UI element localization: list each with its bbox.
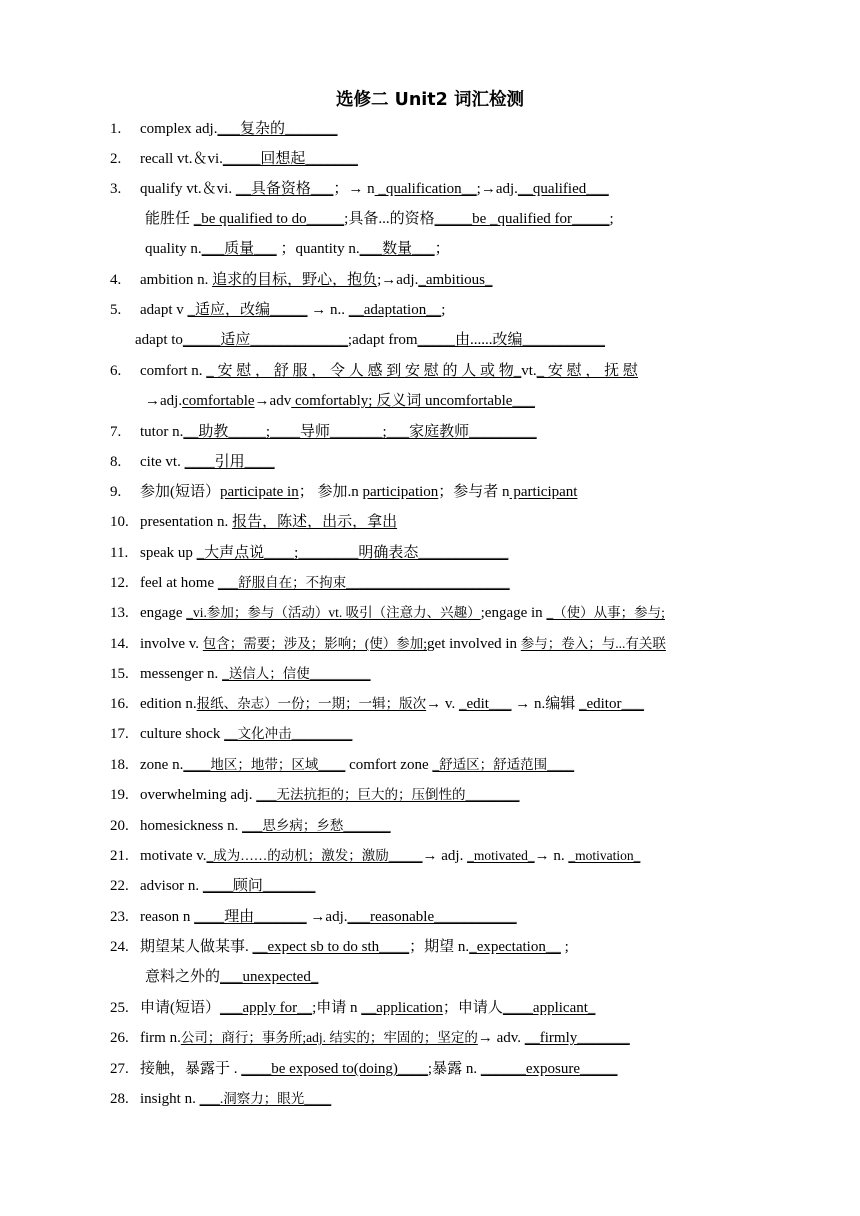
- answer-text: _____be _qualified for_____: [434, 211, 610, 227]
- prompt-text: ；期望 n.: [409, 939, 470, 955]
- list-item: [110, 693, 644, 715]
- list-item: [110, 148, 358, 170]
- answer-text: _motivation_: [568, 848, 641, 863]
- list-item: [110, 845, 640, 867]
- list-item: [110, 784, 519, 806]
- answer-text: ___unexpected_: [220, 969, 319, 985]
- prompt-text: motivate v.: [140, 848, 207, 864]
- prompt-text: engage: [140, 605, 187, 621]
- list-item: [110, 1027, 630, 1049]
- item-number: 3.: [110, 181, 122, 197]
- answer-text: ____________________: [359, 575, 510, 591]
- prompt-text: → n.编辑: [511, 696, 579, 712]
- answer-text: _____由......改编___________: [417, 332, 605, 348]
- prompt-text: ;暴露 n.: [427, 1061, 481, 1077]
- prompt-text: → v.: [426, 696, 459, 712]
- answer-text: _editor___: [578, 696, 644, 712]
- answer-text: _____适应_____________: [182, 332, 348, 348]
- list-item: [110, 1088, 331, 1110]
- item-number: 8.: [110, 454, 122, 470]
- item-number: 20.: [110, 818, 129, 834]
- prompt-text: culture shock: [140, 726, 225, 742]
- answer-text: __application: [361, 1000, 443, 1016]
- list-item: [110, 421, 537, 443]
- item-number: 6.: [110, 363, 122, 379]
- answer-text: __firmly_______: [524, 1030, 630, 1046]
- list-item: [110, 269, 493, 291]
- answer-text: ___apply for__: [220, 1000, 313, 1016]
- answer-text: 报纸、杂志）一份；一期；一辑；版次: [196, 696, 427, 711]
- list-item: [110, 663, 371, 685]
- list-item-continuation: [145, 966, 318, 988]
- item-number: 5.: [110, 302, 122, 318]
- item-number: 7.: [110, 424, 122, 440]
- prompt-text: cite vt.: [140, 454, 185, 470]
- item-number: 4.: [110, 272, 122, 288]
- prompt-text: vt.: [521, 363, 537, 379]
- list-item: [110, 723, 352, 745]
- prompt-text: → n.: [534, 848, 569, 864]
- item-number: 10.: [110, 514, 129, 530]
- answer-text: 公司；商行；事务所;adj. 结实的；牢固的；坚定的: [180, 1030, 478, 1045]
- list-item: [110, 906, 517, 928]
- prompt-text: ;adapt from: [347, 332, 418, 348]
- prompt-text: reason n: [140, 909, 195, 925]
- prompt-text: adapt to: [135, 332, 183, 348]
- list-item: [110, 602, 665, 624]
- list-item: [110, 633, 666, 655]
- item-number: 18.: [110, 757, 129, 773]
- list-item: [110, 178, 609, 200]
- answer-text: _大声点说____;________明确表态____________: [196, 545, 509, 561]
- item-number: 13.: [110, 605, 129, 621]
- prompt-text: → adv.: [477, 1030, 525, 1046]
- answer-text: 包含；需要；涉及；影响；(使）参加;: [202, 636, 428, 651]
- list-item-continuation: [145, 208, 614, 230]
- list-item: [110, 299, 445, 321]
- answer-text: _成为……的动机；激发；激励_____: [206, 848, 423, 863]
- answer-text: _ 安 慰 ， 抚 慰: [536, 363, 638, 379]
- answer-text: ____be exposed to(doing)____: [241, 1061, 428, 1077]
- list-item: [110, 451, 275, 473]
- prompt-text: ;→adj.: [377, 272, 419, 288]
- answer-text: ____applicant_: [502, 1000, 596, 1016]
- list-item: [110, 481, 577, 503]
- item-number: 23.: [110, 909, 129, 925]
- prompt-text: comfort n.: [140, 363, 207, 379]
- prompt-text: 参加(短语）: [140, 484, 220, 500]
- answer-text: __adaptation__: [348, 302, 442, 318]
- list-item: [110, 511, 397, 533]
- item-number: 14.: [110, 636, 129, 652]
- answer-text: __qualified___: [517, 181, 609, 197]
- prompt-text: ambition n.: [140, 272, 213, 288]
- answer-text: comfortable: [182, 393, 255, 409]
- list-item: [110, 815, 391, 837]
- prompt-text: ；→ n: [333, 181, 375, 197]
- answer-text: 参与；卷入；与...有关联: [520, 636, 666, 651]
- answer-text: ___无法抗拒的；巨大的；压倒性的________: [256, 787, 520, 802]
- answer-text: _be qualified to do_____: [193, 211, 345, 227]
- prompt-text: 申请(短语）: [140, 1000, 220, 1016]
- item-number: 19.: [110, 787, 129, 803]
- answer-text: _expectation__: [469, 939, 561, 955]
- prompt-text: comfort zone: [345, 757, 433, 773]
- prompt-text: tutor n.: [140, 424, 184, 440]
- prompt-text: 能胜任: [145, 211, 194, 227]
- prompt-text: ；quantity n.: [276, 241, 360, 257]
- list-item: [110, 997, 595, 1019]
- prompt-text: ；参与者 n: [438, 484, 510, 500]
- list-item: [110, 754, 574, 776]
- prompt-text: ;engage in: [480, 605, 547, 621]
- answer-text: ___reasonable___________: [347, 909, 517, 925]
- list-item: [110, 118, 338, 140]
- answer-text: ____地区；地带；区域____: [183, 757, 346, 772]
- prompt-text: presentation n.: [140, 514, 233, 530]
- answer-text: 追求的目标，野心，抱负: [212, 272, 378, 288]
- list-item: [110, 1058, 617, 1080]
- answer-text: ___舒服自在；不拘束__: [217, 575, 360, 590]
- answer-text: __expect sb to do sth____: [252, 939, 410, 955]
- prompt-text: 意料之外的: [145, 969, 221, 985]
- answer-text: _vi.参加；参与（活动）vt. 吸引（注意力、兴趣）: [186, 605, 481, 620]
- answer-text: comfortably; 反义词 uncomfortable___: [291, 393, 535, 409]
- list-item: [110, 875, 315, 897]
- prompt-text: get involved in: [427, 636, 521, 652]
- prompt-text: ;具备...的资格: [344, 211, 435, 227]
- prompt-text: 期望某人做某事.: [140, 939, 253, 955]
- answer-text: participation: [362, 484, 439, 500]
- answer-text: _____回想起_______: [222, 151, 358, 167]
- list-item-continuation: [135, 329, 605, 351]
- answer-text: _（使）从事；参与;: [546, 605, 665, 620]
- answer-text: _舒适区；舒适范围____: [432, 757, 575, 772]
- answer-text: participant: [509, 484, 578, 500]
- item-number: 15.: [110, 666, 129, 682]
- prompt-text: involve v.: [140, 636, 203, 652]
- prompt-text: firm n.: [140, 1030, 181, 1046]
- prompt-text: 接触，暴露于 .: [140, 1061, 242, 1077]
- item-number: 26.: [110, 1030, 129, 1046]
- prompt-text: → n..: [307, 302, 349, 318]
- prompt-text: → adj.: [422, 848, 468, 864]
- answer-text: _qualification__: [374, 181, 477, 197]
- prompt-text: ； 参加.n: [298, 484, 363, 500]
- prompt-text: ；申请人: [442, 1000, 503, 1016]
- list-item: [110, 572, 510, 594]
- answer-text: _edit___: [458, 696, 512, 712]
- item-number: 24.: [110, 939, 129, 955]
- answer-text: ___.洞察力；眼光____: [199, 1091, 332, 1106]
- list-item-continuation: [145, 390, 535, 412]
- answer-text: _motivated_: [467, 848, 535, 863]
- answer-text: ____理由_______: [194, 909, 307, 925]
- item-number: 17.: [110, 726, 129, 742]
- prompt-text: feel at home: [140, 575, 218, 591]
- item-number: 9.: [110, 484, 122, 500]
- item-number: 12.: [110, 575, 129, 591]
- list-item: [110, 360, 638, 382]
- answer-text: 报告，陈述，出示，拿出: [232, 514, 398, 530]
- prompt-text: zone n.: [140, 757, 184, 773]
- list-item: [110, 542, 508, 564]
- answer-text: _适应，改编_____: [187, 302, 308, 318]
- prompt-text: →adv: [254, 393, 292, 409]
- prompt-text: homesickness n.: [140, 818, 243, 834]
- prompt-text: ；: [434, 241, 450, 257]
- item-number: 11.: [110, 545, 129, 561]
- prompt-text: ;: [560, 939, 569, 955]
- prompt-text: overwhelming adj.: [140, 787, 257, 803]
- item-number: 27.: [110, 1061, 129, 1077]
- prompt-text: ;: [609, 211, 614, 227]
- item-number: 21.: [110, 848, 129, 864]
- prompt-text: recall vt.＆vi.: [140, 151, 223, 167]
- prompt-text: quality n.: [145, 241, 202, 257]
- prompt-text: →adj.: [306, 909, 348, 925]
- list-item: [110, 936, 569, 958]
- answer-text: _送信人；信使_________: [222, 666, 371, 681]
- answer-text: ____顾问_______: [202, 878, 316, 894]
- answer-text: participate in: [220, 484, 299, 500]
- prompt-text: insight n.: [140, 1091, 200, 1107]
- list-item-continuation: [145, 238, 450, 260]
- item-number: 22.: [110, 878, 129, 894]
- prompt-text: edition n.: [140, 696, 197, 712]
- item-number: 1.: [110, 121, 122, 137]
- answer-text: ____引用____: [184, 454, 275, 470]
- page-title: 选修二 Unit2 词汇检测: [336, 90, 524, 110]
- prompt-text: adapt v: [140, 302, 188, 318]
- answer-text: _ 安 慰 ， 舒 服 ， 令 人 感 到 安 慰 的 人 或 物_: [206, 363, 522, 379]
- prompt-text: speak up: [140, 545, 197, 561]
- item-number: 2.: [110, 151, 122, 167]
- prompt-text: qualify vt.＆vi.: [140, 181, 236, 197]
- prompt-text: ;: [441, 302, 446, 318]
- answer-text: __助教_____;____导师_______;___家庭教师_________: [183, 424, 537, 440]
- item-number: 28.: [110, 1091, 129, 1107]
- prompt-text: advisor n.: [140, 878, 203, 894]
- answer-text: ___数量___: [359, 241, 435, 257]
- answer-text: ___质量___: [201, 241, 277, 257]
- prompt-text: messenger n.: [140, 666, 223, 682]
- prompt-text: →adj.: [145, 393, 183, 409]
- item-number: 16.: [110, 696, 129, 712]
- answer-text: ______exposure_____: [480, 1061, 618, 1077]
- answer-text: __文化冲击_________: [224, 726, 353, 741]
- prompt-text: ;→adj.: [476, 181, 518, 197]
- answer-text: __具备资格___: [235, 181, 334, 197]
- answer-text: ___复杂的_______: [217, 121, 338, 137]
- prompt-text: complex adj.: [140, 121, 218, 137]
- prompt-text: ;申请 n: [312, 1000, 362, 1016]
- item-number: 25.: [110, 1000, 129, 1016]
- answer-text: ___思乡病；乡愁_______: [242, 818, 391, 833]
- answer-text: _ambitious_: [418, 272, 493, 288]
